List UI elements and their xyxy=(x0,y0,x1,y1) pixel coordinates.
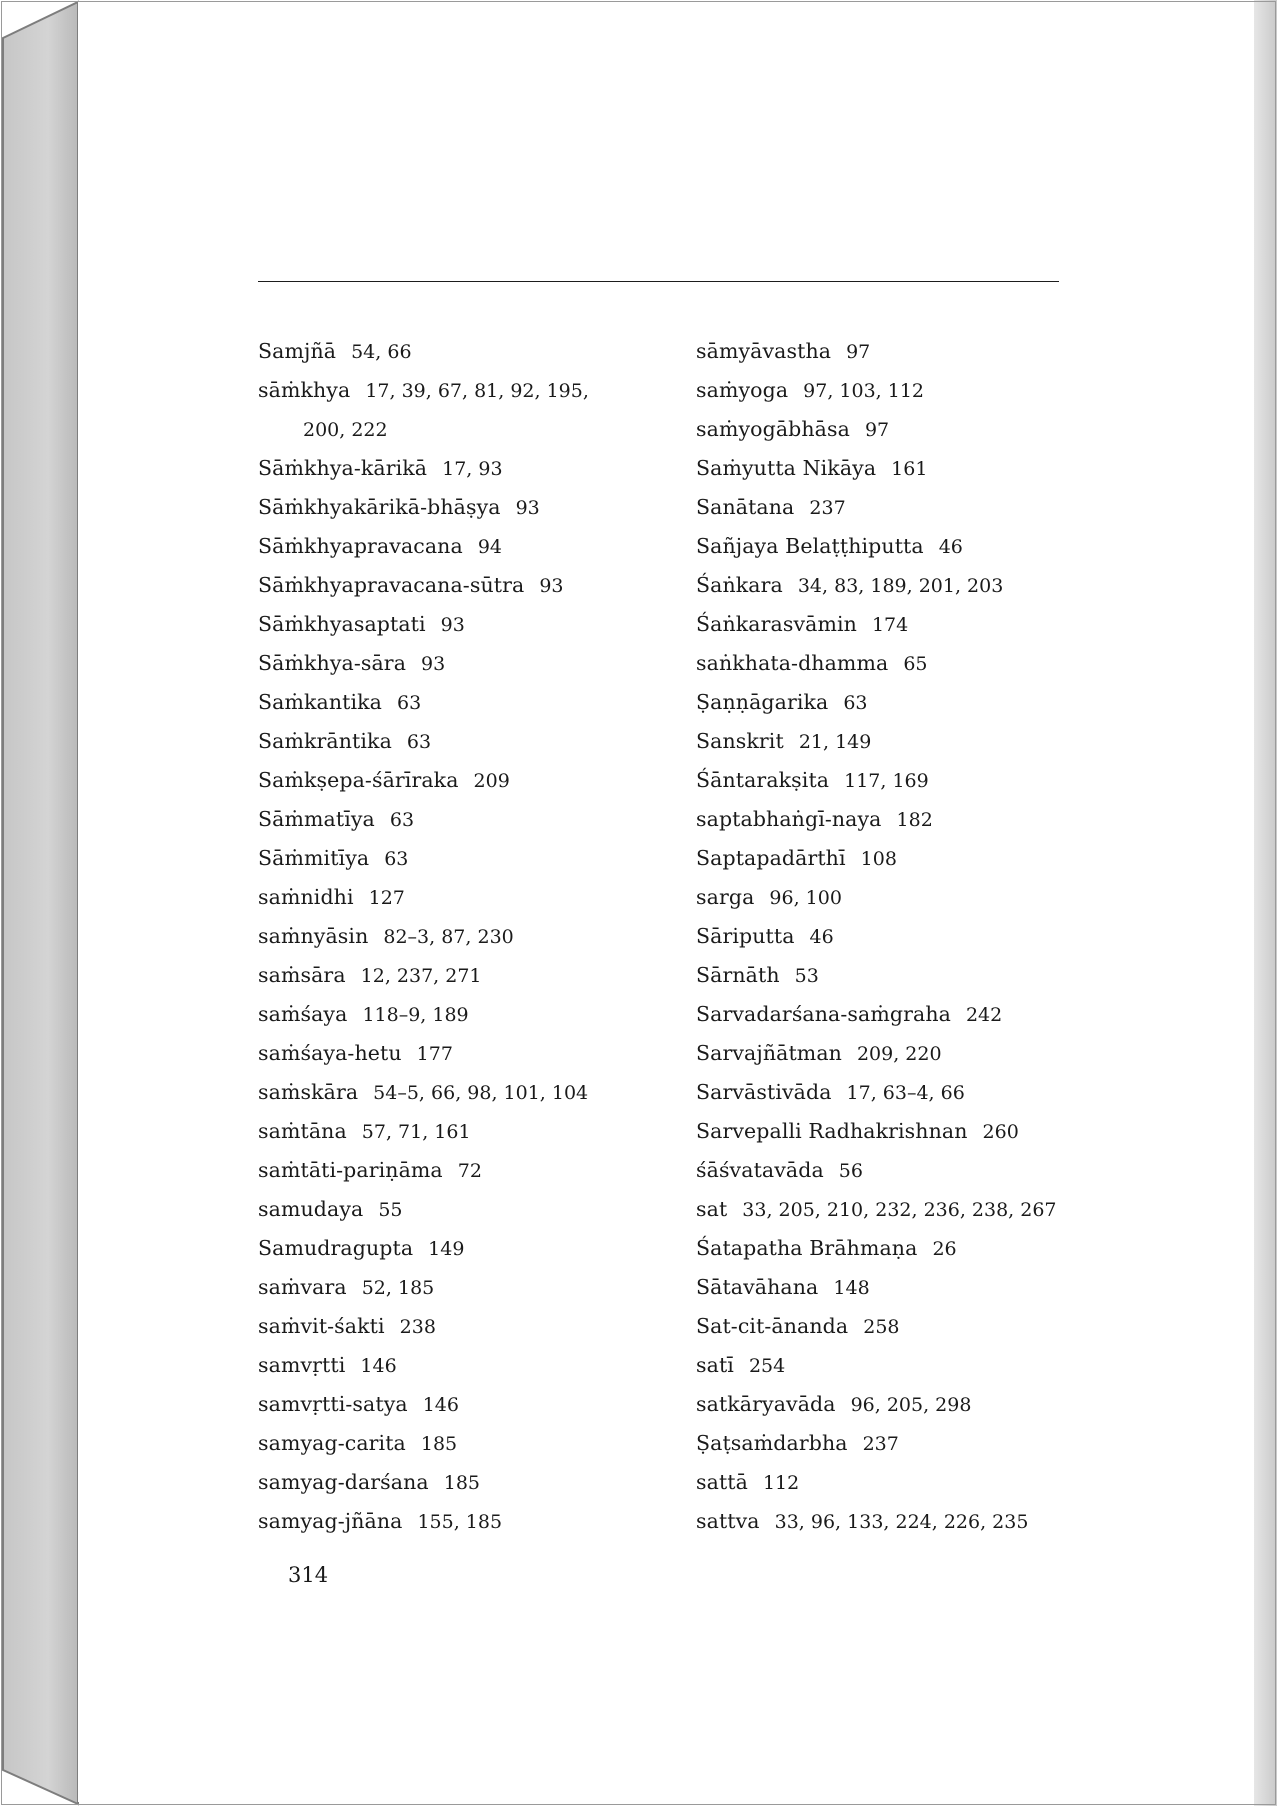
index-page-refs: 46 xyxy=(809,926,834,948)
index-term: Sarvāstivāda xyxy=(696,1080,832,1104)
index-term: Samjñā xyxy=(258,339,337,363)
index-term: samyag-jñāna xyxy=(258,1509,403,1533)
index-entry xyxy=(258,1190,678,1229)
index-page-refs: 118–9, 189 xyxy=(362,1004,469,1026)
index-page-refs: 63 xyxy=(397,692,422,714)
index-page-refs: 93 xyxy=(515,497,540,519)
index-term: samyag-carita xyxy=(258,1431,406,1455)
index-term: Sanskrit xyxy=(696,729,784,753)
index-entry xyxy=(696,1190,1096,1229)
index-entry xyxy=(258,878,678,917)
index-term: Sāṁkhyapravacana-sūtra xyxy=(258,573,525,597)
index-entry xyxy=(258,488,678,527)
index-page-refs: 174 xyxy=(871,614,909,636)
index-page-refs: 53 xyxy=(794,965,819,987)
index-term: samyag-darśana xyxy=(258,1470,429,1494)
index-page-refs: 17, 63–4, 66 xyxy=(846,1082,965,1104)
index-page-refs: 182 xyxy=(896,809,933,831)
index-term: Sarvajñātman xyxy=(696,1041,842,1065)
index-page-refs: 112 xyxy=(762,1472,800,1494)
index-term: saṁtāti-pariṇāma xyxy=(258,1158,443,1182)
index-term: Sāriputta xyxy=(696,924,795,948)
index-entry xyxy=(696,605,1096,644)
index-entry xyxy=(696,1385,1096,1424)
index-page-refs: 21, 149 xyxy=(798,731,872,753)
index-page-refs: 97 xyxy=(846,341,871,363)
index-term: saṁtāna xyxy=(258,1119,347,1143)
index-entry xyxy=(258,800,678,839)
index-page-refs: 117, 169 xyxy=(844,770,929,792)
index-page-refs: 63 xyxy=(389,809,415,831)
index-entry xyxy=(258,956,678,995)
index-page-refs: 108 xyxy=(860,848,897,870)
index-page-refs: 258 xyxy=(863,1316,900,1338)
index-entry xyxy=(696,1502,1096,1541)
index-entry xyxy=(258,644,678,683)
index-entry xyxy=(696,449,1096,488)
index-page-refs: 127 xyxy=(368,887,405,909)
index-term: saṁvit-śakti xyxy=(258,1314,385,1338)
index-entry xyxy=(258,917,678,956)
index-entry xyxy=(258,839,678,878)
index-page-refs: 185 xyxy=(420,1433,458,1455)
book-spine xyxy=(0,0,80,1806)
index-page-refs: 146 xyxy=(360,1355,397,1377)
index-page-refs: 237 xyxy=(862,1433,899,1455)
index-entry xyxy=(258,1112,678,1151)
index-page-refs: 93 xyxy=(421,653,446,675)
index-entry xyxy=(696,644,1096,683)
header-rule xyxy=(258,281,1059,282)
index-term: Sāṁkhya-kārikā xyxy=(258,456,428,480)
index-term: śāśvatavāda xyxy=(696,1158,824,1182)
index-page-refs: 96, 205, 298 xyxy=(850,1394,972,1416)
index-entry xyxy=(258,1385,678,1424)
index-entry xyxy=(696,410,1096,449)
index-page-refs: 26 xyxy=(932,1238,957,1260)
index-page-refs: 185 xyxy=(443,1472,481,1494)
index-term: Sāṁkhyakārikā-bhāṣya xyxy=(258,495,501,519)
index-entry xyxy=(696,1346,1096,1385)
index-term: saṁnyāsin xyxy=(258,924,369,948)
index-entry xyxy=(258,1424,678,1463)
index-entry xyxy=(258,1346,678,1385)
index-entry xyxy=(258,1034,678,1073)
index-term: satkāryavāda xyxy=(696,1392,836,1416)
index-page-refs: 55 xyxy=(378,1199,403,1221)
index-page-refs: 12, 237, 271 xyxy=(360,965,482,987)
index-entry xyxy=(258,566,678,605)
index-term: saptabhaṅgī-naya xyxy=(696,807,882,831)
index-entry xyxy=(696,371,1096,410)
index-entry xyxy=(696,1112,1096,1151)
index-term: satī xyxy=(696,1353,734,1377)
index-term: sat xyxy=(696,1197,728,1221)
index-entry xyxy=(258,683,678,722)
index-entry xyxy=(258,1229,678,1268)
index-page-refs: 33, 96, 133, 224, 226, 235 xyxy=(774,1511,1029,1533)
index-entry xyxy=(696,1229,1096,1268)
index-term: Saṁkṣepa-śārīraka xyxy=(258,768,459,792)
index-entry xyxy=(258,332,678,371)
index-term: saṁśaya-hetu xyxy=(258,1041,402,1065)
index-term: sattā xyxy=(696,1470,748,1494)
index-entry xyxy=(696,488,1096,527)
index-entry xyxy=(258,527,678,566)
index-page-refs: 209 xyxy=(473,770,510,792)
index-page-refs: 93 xyxy=(440,614,465,636)
index-entry xyxy=(696,566,1096,605)
index-term: Śaṅkarasvāmin xyxy=(696,612,857,636)
index-term: Śatapatha Brāhmaṇa xyxy=(696,1236,918,1260)
index-entry xyxy=(258,1307,678,1346)
index-entry xyxy=(258,449,678,488)
index-term: Sat-cit-ānanda xyxy=(696,1314,849,1338)
index-entry xyxy=(258,371,678,410)
index-page-refs: 155, 185 xyxy=(417,1511,503,1533)
index-entry xyxy=(696,1424,1096,1463)
index-term: Ṣaṭsaṁdarbha xyxy=(696,1431,848,1455)
index-page-refs: 33, 205, 210, 232, 236, 238, 267 xyxy=(742,1199,1057,1221)
index-entry xyxy=(258,995,678,1034)
index-entry xyxy=(696,1151,1096,1190)
index-page-refs: 46 xyxy=(938,536,963,558)
index-entry xyxy=(696,683,1096,722)
index-entry xyxy=(696,800,1096,839)
index-page-refs: 97, 103, 112 xyxy=(803,380,925,402)
index-column-left xyxy=(258,332,678,1541)
index-entry xyxy=(696,1307,1096,1346)
index-term: saṁyoga xyxy=(696,378,789,402)
page-edge xyxy=(1254,0,1277,1806)
index-term: Saptapadārthī xyxy=(696,846,846,870)
index-term: saṁskāra xyxy=(258,1080,359,1104)
index-term: saṁvara xyxy=(258,1275,347,1299)
index-term: Sātavāhana xyxy=(696,1275,819,1299)
index-page-refs: 200, 222 xyxy=(303,419,388,441)
index-entry xyxy=(696,332,1096,371)
index-term: Saṁyutta Nikāya xyxy=(696,456,877,480)
index-term: Śaṅkara xyxy=(696,573,783,597)
index-term: sāmyāvastha xyxy=(696,339,832,363)
index-term: Sāṁkhyapravacana xyxy=(258,534,463,558)
index-page-refs: 237 xyxy=(809,497,846,519)
index-page-refs: 72 xyxy=(457,1160,482,1182)
index-term: Sāṁkhya-sāra xyxy=(258,651,407,675)
index-term: sarga xyxy=(696,885,755,909)
index-page-refs: 93 xyxy=(539,575,564,597)
index-entry xyxy=(696,917,1096,956)
index-page-refs: 96, 100 xyxy=(769,887,842,909)
index-entry xyxy=(696,839,1096,878)
index-entry xyxy=(696,1073,1096,1112)
index-entry xyxy=(258,1073,678,1112)
index-page-refs: 52, 185 xyxy=(361,1277,435,1299)
index-page-refs: 63 xyxy=(406,731,432,753)
index-term: saṁsāra xyxy=(258,963,346,987)
index-page-refs: 238 xyxy=(399,1316,436,1338)
index-term: Sāṁmitīya xyxy=(258,846,370,870)
index-page-refs: 17, 39, 67, 81, 92, 195, xyxy=(365,380,589,402)
index-entry xyxy=(696,1034,1096,1073)
index-term: samudaya xyxy=(258,1197,364,1221)
index-page-refs: 63 xyxy=(843,692,868,714)
index-entry xyxy=(258,410,678,449)
index-term: Sanātana xyxy=(696,495,795,519)
index-page-refs: 242 xyxy=(965,1004,1003,1026)
index-page-refs: 260 xyxy=(982,1121,1019,1143)
index-entry xyxy=(696,722,1096,761)
index-term: Samudragupta xyxy=(258,1236,414,1260)
index-entry xyxy=(258,1268,678,1307)
index-page-refs: 54, 66 xyxy=(351,341,412,363)
index-term: saṁyogābhāsa xyxy=(696,417,850,441)
index-term: saṅkhata-dhamma xyxy=(696,651,889,675)
index-entry xyxy=(696,956,1096,995)
index-page-refs: 254 xyxy=(748,1355,786,1377)
index-term: sattva xyxy=(696,1509,760,1533)
index-entry xyxy=(696,761,1096,800)
index-term: Sārnāth xyxy=(696,963,780,987)
index-page-refs: 54–5, 66, 98, 101, 104 xyxy=(373,1082,589,1104)
index-page-refs: 149 xyxy=(428,1238,465,1260)
index-page-refs: 56 xyxy=(838,1160,863,1182)
index-term: samvṛtti xyxy=(258,1353,346,1377)
index-page-refs: 209, 220 xyxy=(856,1043,942,1065)
index-term: Sañjaya Belaṭṭhiputta xyxy=(696,534,924,558)
index-term: saṁśaya xyxy=(258,1002,348,1026)
index-entry xyxy=(258,605,678,644)
index-term: saṁnidhi xyxy=(258,885,354,909)
index-entry xyxy=(696,527,1096,566)
index-page-refs: 17, 93 xyxy=(442,458,503,480)
index-page-refs: 97 xyxy=(864,419,890,441)
index-page-refs: 161 xyxy=(891,458,928,480)
index-term: sāṁkhya xyxy=(258,378,351,402)
index-entry xyxy=(258,722,678,761)
index-entry xyxy=(696,1463,1096,1502)
index-term: Ṣaṇṇāgarika xyxy=(696,690,829,714)
index-entry xyxy=(258,761,678,800)
index-term: Śāntarakṣita xyxy=(696,768,830,792)
index-page-refs: 63 xyxy=(384,848,409,870)
index-page-refs: 146 xyxy=(422,1394,459,1416)
index-term: Saṁkrāntika xyxy=(258,729,392,753)
index-term: samvṛtti-satya xyxy=(258,1392,408,1416)
index-term: Sarvadarśana-saṁgraha xyxy=(696,1002,951,1026)
index-page-refs: 82–3, 87, 230 xyxy=(383,926,514,948)
index-entry xyxy=(696,1268,1096,1307)
index-page-refs: 65 xyxy=(903,653,928,675)
index-entry xyxy=(258,1463,678,1502)
index-entry xyxy=(258,1151,678,1190)
index-page-refs: 148 xyxy=(833,1277,870,1299)
index-entry xyxy=(696,878,1096,917)
index-term: Sāṁmatīya xyxy=(258,807,375,831)
index-entry xyxy=(696,995,1096,1034)
index-term: Sāṁkhyasaptati xyxy=(258,612,426,636)
index-term: Sarvepalli Radhakrishnan xyxy=(696,1119,968,1143)
page-number: 314 xyxy=(288,1563,329,1587)
index-page-refs: 177 xyxy=(416,1043,453,1065)
index-term: Saṁkantika xyxy=(258,690,382,714)
index-page-refs: 57, 71, 161 xyxy=(361,1121,471,1143)
index-column-right xyxy=(696,332,1096,1541)
index-entry xyxy=(258,1502,678,1541)
index-page-refs: 34, 83, 189, 201, 203 xyxy=(797,575,1004,597)
index-page-refs: 94 xyxy=(477,536,502,558)
